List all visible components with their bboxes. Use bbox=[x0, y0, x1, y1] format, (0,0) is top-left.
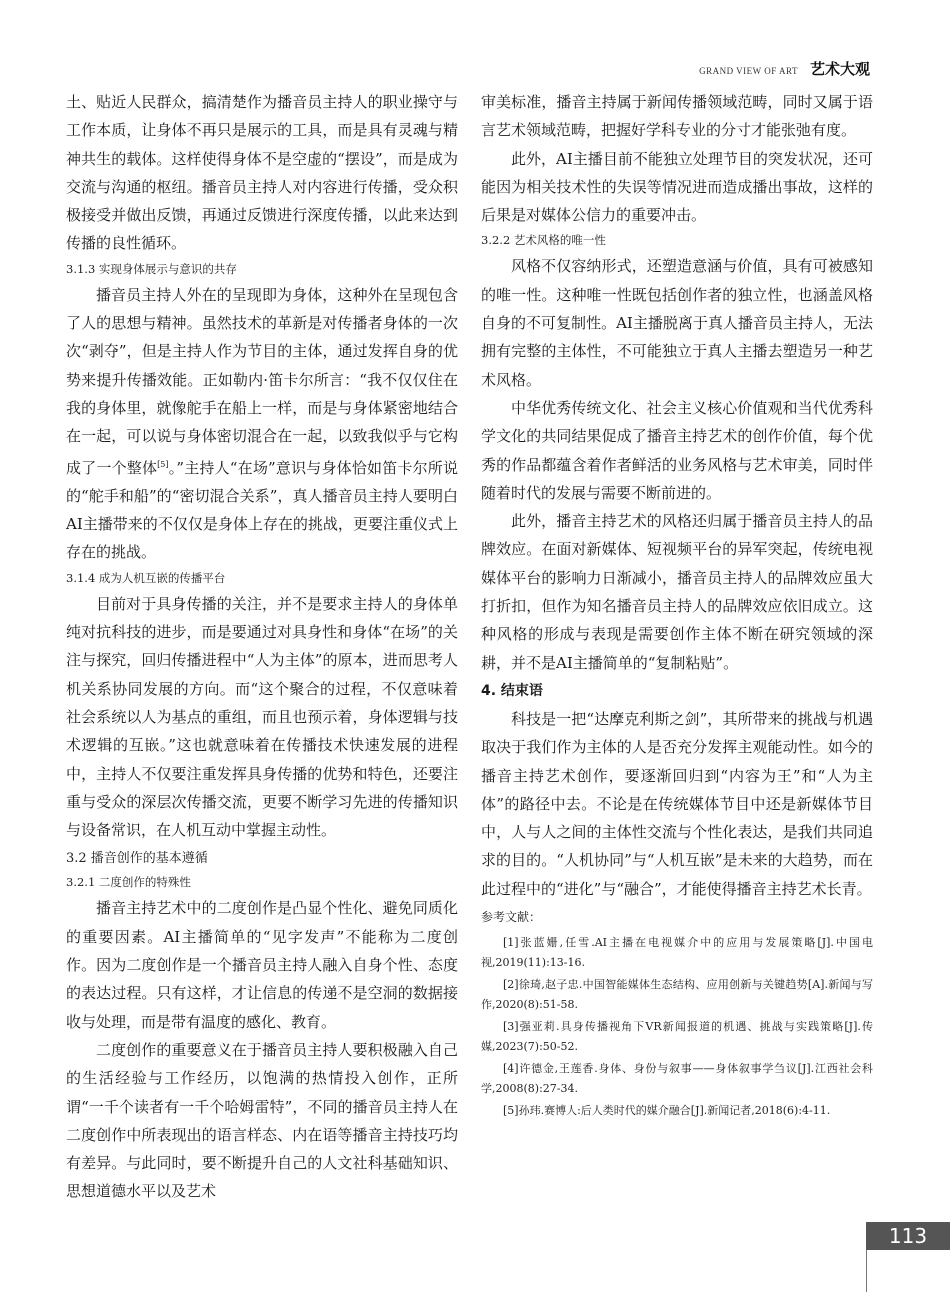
paragraph: 此外，播音主持艺术的风格还归属于播音员主持人的品牌效应。在面对新媒体、短视频平台的异军突起，传统电视媒体平台的影响力日渐减小，播音员主持人的品牌效应虽大打折扣，但作为知名播音员主持人的品牌效应依旧成立。这种风格的形成与表现是需要创作主体不断在研究领域的深耕，并不是AI主播简单的“复制粘贴”。 bbox=[481, 512, 873, 672]
paragraph: 风格不仅容纳形式，还塑造意涵与价值，具有可被感知的唯一性。这种唯一性既包括创作者的独立性，也涵盖风格自身的不可复制性。AI主播脱离于真人播音员主持人，无法拥有完整的主体性，不可能独立于真人主播去塑造另一种艺术风格。 bbox=[481, 257, 873, 389]
section-heading-3-1-3: 3.1.3 实现身体展示与意识的共存 bbox=[66, 261, 237, 276]
reference-item: [1]张蓝姗,任雪.AI主播在电视媒介中的应用与发展策略[J].中国电视,2019(11):13-16. bbox=[481, 936, 873, 969]
reference-item: [5]孙玮.赛博人:后人类时代的媒介融合[J].新闻记者,2018(6):4-11. bbox=[503, 1104, 831, 1118]
paragraph: 中华优秀传统文化、社会主义核心价值观和当代优秀科学文化的共同结果促成了播音主持艺术的创作价值，每个优秀的作品都蕴含着作者鲜活的业务风格与艺术审美，同时伴随着时代的发展与需要不断前进的。 bbox=[481, 398, 873, 502]
journal-name-cn: 艺术大观 bbox=[809, 60, 870, 78]
page-number: 113 bbox=[866, 1222, 950, 1250]
reference-item: [4]许德金,王莲香.身体、身份与叙事——身体叙事学刍议[J].江西社会科学,2008(8):27-34. bbox=[481, 1062, 873, 1095]
section-heading-3-2-2: 3.2.2 艺术风格的唯一性 bbox=[481, 233, 606, 248]
references-title: 参考文献： bbox=[481, 910, 542, 925]
reference-item: [3]强亚莉.具身传播视角下VR新闻报道的机遇、挑战与实践策略[J].传媒,2023(7):50-52. bbox=[481, 1020, 873, 1053]
section-heading-3-1-4: 3.1.4 成为人机互嵌的传播平台 bbox=[66, 570, 226, 585]
paragraph: 审美标准，播音主持属于新闻传播领域范畴，同时又属于语言艺术领域范畴，把握好学科专业的分寸才能张弛有度。 bbox=[481, 93, 873, 140]
references-list bbox=[481, 933, 873, 1121]
running-header bbox=[699, 58, 870, 79]
section-heading-4-conclusion: 4. 结束语 bbox=[481, 682, 543, 699]
citation-5: [5] bbox=[157, 459, 169, 469]
paragraph: 播音员主持人外在的呈现即为身体，这种外在呈现包含了人的思想与精神。虽然技术的革新是对传播者身体的一次次“剥夺”，但是主持人作为节目的主体，通过发挥自身的优势来提升传播效能。正如勒内·笛卡尔所言：“我不仅仅住在我的身体里，就像舵手在船上一样，而是与身体紧密地结合在一起，可以说与身体密切混合在一起，以致我似乎与它构成了一个整体[5]。”主持人“在场”意识与身体恰如笛卡尔所说的“舵手和船”的“密切混合关系”，真人播音员主持人要明白AI主播带来的不仅仅是身体上存在的挑战，更要注重仪式上存在的挑战。 bbox=[66, 285, 458, 562]
section-heading-3-2: 3.2 播音创作的基本遵循 bbox=[66, 851, 208, 867]
paragraph: 播音主持艺术中的二度创作是凸显个性化、避免同质化的重要因素。AI主播简单的“见字发声”不能称为二度创作。因为二度创作是一个播音员主持人融入自身个性、态度的表达过程。只有这样，才让信息的传递不是空洞的数据接收与处理，而是带有温度的感化、教育。 bbox=[66, 899, 458, 1031]
paragraph: 二度创作的重要意义在于播音员主持人要积极融入自己的生活经验与工作经历，以饱满的热情投入创作，正所谓“一千个读者有一千个哈姆雷特”，不同的播音员主持人在二度创作中所表现出的语言样态、内在语等播音主持技巧均有差异。与此同时，要不断提升自己的人文社科基础知识、思想道德水平以及艺术 bbox=[66, 1040, 458, 1201]
journal-name-en: GRAND VIEW OF ART bbox=[699, 66, 798, 76]
paragraph: 土、贴近人民群众，搞清楚作为播音员主持人的职业操守与工作本质，让身体不再只是展示的工具，而是具有灵魂与精神共生的载体。这样使得身体不是空虚的“摆设”，而是成为交流与沟通的枢纽。播音员主持人对内容进行传播，受众积极接受并做出反馈，再通过反馈进行深度传播，以此来达到传播的良性循环。 bbox=[66, 93, 458, 253]
paragraph: 目前对于具身传播的关注，并不是要求主持人的身体单纯对抗科技的进步，而是要通过对具身性和身体“在场”的关注与探究，回归传播进程中“人为主体”的原本，进而思考人机关系协同发展的方向。而“这个聚合的过程，不仅意味着社会系统以人为基点的重组，而且也预示着，身体逻辑与技术逻辑的互嵌。”这也就意味着在传播技术快速发展的进程中，主持人不仅要注重发挥具身传播的优势和特色，还要注重与受众的深层次传播交流，更要不断学习先进的传播知识与设备常识，在人机互动中掌握主动性。 bbox=[66, 594, 458, 840]
right-column bbox=[481, 88, 873, 1124]
reference-item: [2]徐琦,赵子忠.中国智能媒体生态结构、应用创新与关键趋势[A].新闻与写作,2020(8):51-58. bbox=[481, 978, 873, 1011]
section-heading-3-2-1: 3.2.1 二度创作的特殊性 bbox=[66, 875, 191, 890]
paragraph: 此外，AI主播目前不能独立处理节目的突发状况，还可能因为相关技术性的失误等情况进而造成播出事故，这样的后果是对媒体公信力的重要冲击。 bbox=[481, 149, 873, 225]
paragraph: 科技是一把“达摩克利斯之剑”，其所带来的挑战与机遇取决于我们作为主体的人是否充分发挥主观能动性。如今的播音主持艺术创作，要逐渐回归到“内容为王”和“人为主体”的路径中去。不论是在传统媒体节目中还是新媒体节目中，人与人之间的主体性交流与个性化表达，是我们共同追求的目的。“人机协同”与“人机互嵌”是未来的大趋势，而在此过程中的“进化”与“融合”，才能使得播音主持艺术长青。 bbox=[481, 709, 873, 898]
left-column bbox=[66, 88, 458, 1206]
